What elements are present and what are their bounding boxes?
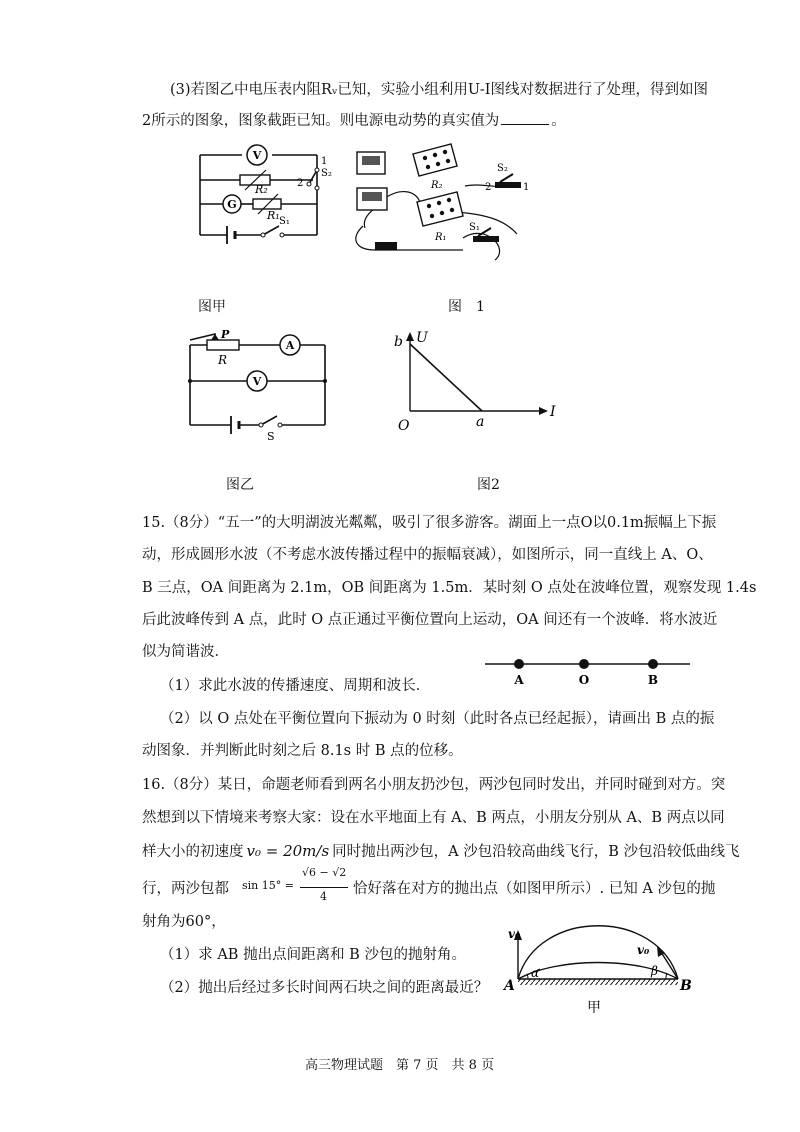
- q14-part3-line1: (3)若图乙中电压表内阻Rᵥ已知，实验小组利用U-I图线对数据进行了处理，得到如图: [170, 82, 708, 98]
- fig-jia-caption: 图甲: [198, 299, 226, 315]
- ui-line: [410, 344, 482, 411]
- point-b: [648, 659, 658, 669]
- fig-yi-circuit: [185, 330, 330, 442]
- q16-line3-b: 同时抛出两沙包，A 沙包沿较高曲线飞行，B 沙包沿较低曲线飞: [332, 844, 740, 860]
- point-b-label: B: [647, 673, 659, 687]
- fig-1-s2: S₂: [497, 163, 508, 174]
- q14-part3-line2-text: 2所示的图象，图象截距已知。则电源电动势的真实值为: [142, 113, 500, 129]
- fig-jia-circuit: [195, 140, 335, 252]
- q15-sub2-line2: 动图象．并判断此时刻之后 8.1s 时 B 点的位移。: [142, 743, 463, 759]
- q15-sub2-line1: （2）以 O 点处在平衡位置向下振动为 0 时刻（此时各点已经起振），请画出 B 点的振: [160, 711, 715, 727]
- fig-2-i: I: [550, 404, 556, 420]
- fig-jia-s1: S₁: [279, 216, 290, 227]
- v0-equation: v₀ = 20m/s: [246, 842, 330, 860]
- alpha-label: α: [531, 966, 540, 980]
- point-o-label: O: [578, 673, 590, 687]
- sin15-numerator: √6 − √2: [302, 866, 347, 879]
- fig-1-caption: 图 1: [448, 299, 485, 315]
- fig-1-s1: S₁: [469, 222, 480, 233]
- fig-1-r1: R₁: [435, 232, 447, 243]
- fig-1-r2: R₂: [431, 180, 443, 191]
- q16-trajectory-figure: [498, 922, 698, 1022]
- q15-line1: 15.（8分）“五一”的大明湖波光粼粼，吸引了很多游客。湖面上一点O以0.1m振幅上下振: [142, 515, 717, 531]
- fig-2-o: O: [398, 418, 410, 434]
- fig-1-t2: 2: [485, 182, 492, 193]
- q15-line5: 似为简谐波．: [142, 644, 229, 660]
- q16-sub1: （1）求 AB 抛出点间距离和 B 沙包的抛射角。: [160, 947, 466, 963]
- fig-jia-s2: S₂: [321, 168, 332, 179]
- fig-2-a: a: [476, 414, 485, 430]
- v0-label-b: v₀: [637, 943, 650, 957]
- point-b-traj: B: [680, 978, 692, 994]
- page-footer: 高三物理试题 第 7 页 共 8 页: [305, 1058, 495, 1073]
- q15-line3: B 三点，OA 间距离为 2.1m，OB 间距离为 1.5m．某时刻 O 点处在波峰位置，观察发现 1.4s: [142, 580, 757, 596]
- q16-line3: [142, 841, 740, 862]
- q16-line1: 16.（8分）某日，命题老师看到两名小朋友扔沙包，两沙包同时发出，并同时碰到对方。突: [142, 777, 726, 793]
- q16-line2: 然想到以下情境来考察大家：设在水平地面上有 A、B 两点，小朋友分别从 A、B 两点以同: [142, 810, 725, 826]
- fig-2-caption: 图2: [477, 477, 500, 493]
- q16-line4-a: 行，两沙包都: [142, 881, 229, 897]
- fig-1-apparatus: [345, 138, 530, 260]
- q15-line4: 后此波峰传到 A 点，此时 O 点正通过平衡位置向上运动，OA 间还有一个波峰．将水波近: [142, 612, 718, 628]
- fig-2-graph: [392, 326, 567, 436]
- point-a: [514, 659, 524, 669]
- fig-1-t1: 1: [523, 182, 530, 193]
- fig-jia-t1: 1: [321, 156, 328, 167]
- sin15-denominator: 4: [320, 890, 327, 903]
- fig-yi-caption: 图乙: [226, 477, 254, 493]
- fig-2-b: b: [394, 334, 403, 350]
- v0-label-a: v₀: [508, 927, 521, 941]
- fig-jia-t2: 2: [297, 178, 304, 189]
- point-a-traj: A: [504, 978, 515, 994]
- q15-line2: 动，形成圆形水波（不考虑水波传播过程中的振幅衰减），如图所示，同一直线上 A、O、: [142, 547, 713, 563]
- fig-yi-v: V: [252, 375, 262, 388]
- q16-line3-a: 样大小的初速度: [142, 844, 244, 860]
- fig-jia-r1: R₁: [267, 209, 280, 222]
- fig-jia-r2: R₂: [255, 183, 268, 196]
- q15-line-figure: [485, 648, 695, 690]
- fig-yi-p: P: [221, 328, 230, 341]
- fig-2-u: U: [416, 330, 428, 346]
- fig-yi-s: S: [267, 430, 275, 443]
- point-o: [579, 659, 589, 669]
- fraction-bar: [300, 887, 348, 888]
- answer-blank[interactable]: [501, 110, 549, 125]
- fig-jia-16-caption: 甲: [587, 1000, 601, 1016]
- beta-label: β: [651, 964, 658, 978]
- q14-part3-line2-end: 。: [551, 113, 566, 129]
- q15-sub1: （1）求此水波的传播速度、周期和波长．: [160, 678, 431, 694]
- q14-part3-line2: [142, 110, 566, 131]
- point-a-label: A: [514, 673, 524, 687]
- sin15-lhs: sin 15° =: [242, 879, 294, 892]
- ground-hatching: [518, 979, 678, 985]
- fig-jia-v: V: [252, 149, 262, 162]
- q16-line5: 射角为60°，: [142, 914, 226, 930]
- fig-yi-r: R: [218, 353, 228, 367]
- fig-yi-a: A: [285, 339, 295, 352]
- fig-jia-g: G: [227, 198, 237, 211]
- q16-sub2: （2）抛出后经过多长时间两石块之间的距离最近？: [160, 980, 489, 996]
- q16-line4-b: 恰好落在对方的抛出点（如图甲所示）. 已知 A 沙包的抛: [353, 881, 716, 897]
